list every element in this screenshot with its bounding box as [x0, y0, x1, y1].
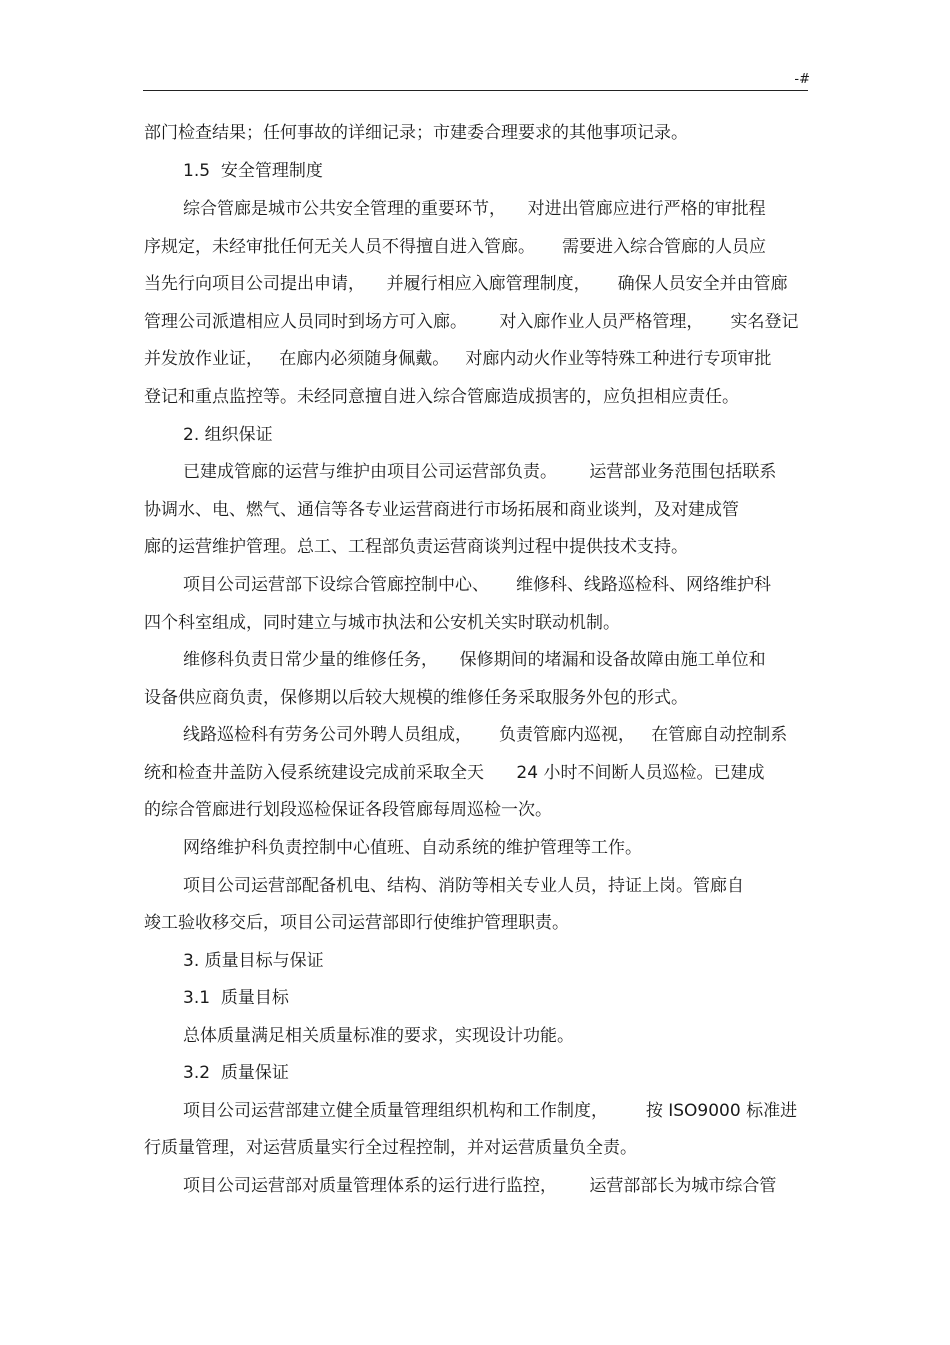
text-line: 项目公司运营部下设综合管廊控制中心、 维修科、线路巡检科、网络维护科 — [183, 575, 772, 595]
text-line: 登记和重点监控等。未经同意擅自进入综合管廊造成损害的，应负担相应责任。 — [144, 387, 739, 407]
section-heading: 3.1 质量目标 — [183, 988, 289, 1008]
text-line: 竣工验收移交后，项目公司运营部即行使维护管理职责。 — [144, 913, 569, 933]
text-line: 当先行向项目公司提出申请， 并履行相应入廊管理制度， 确保人员安全并由管廊 — [144, 274, 788, 294]
text-line: 序规定，未经审批任何无关人员不得擅自进入管廊。 需要进入综合管廊的人员应 — [144, 237, 767, 257]
text-line: 项目公司运营部对质量管理体系的运行进行监控， 运营部部长为城市综合管 — [183, 1176, 777, 1196]
section-heading: 3.2 质量保证 — [183, 1063, 289, 1083]
text-line: 综合管廊是城市公共安全管理的重要环节， 对进出管廊应进行严格的审批程 — [183, 199, 766, 219]
text-line: 管理公司派遣相应人员同时到场方可入廊。 对入廊作业人员严格管理， 实名登记 — [144, 312, 799, 332]
text-line: 网络维护科负责控制中心值班、自动系统的维护管理等工作。 — [183, 838, 642, 858]
header-rule — [143, 90, 808, 91]
text-line: 项目公司运营部配备机电、结构、消防等相关专业人员，持证上岗。管廊自 — [183, 876, 744, 896]
section-heading: 1.5 安全管理制度 — [183, 161, 323, 181]
text-line: 维修科负责日常少量的维修任务， 保修期间的堵漏和设备故障由施工单位和 — [183, 650, 766, 670]
page-number: -# — [794, 72, 810, 87]
text-line: 设备供应商负责，保修期以后较大规模的维修任务采取服务外包的形式。 — [144, 688, 688, 708]
text-line: 四个科室组成，同时建立与城市执法和公安机关实时联动机制。 — [144, 613, 620, 633]
text-line: 总体质量满足相关质量标准的要求，实现设计功能。 — [183, 1026, 574, 1046]
text-line: 线路巡检科有劳务公司外聘人员组成， 负责管廊内巡视， 在管廊自动控制系 — [183, 725, 788, 745]
section-heading: 2. 组织保证 — [183, 425, 273, 445]
text-line: 项目公司运营部建立健全质量管理组织机构和工作制度， 按 ISO9000 标准进 — [183, 1101, 798, 1121]
section-heading: 3. 质量目标与保证 — [183, 951, 324, 971]
text-line: 部门检查结果；任何事故的详细记录；市建委合理要求的其他事项记录。 — [144, 123, 688, 143]
text-line: 廊的运营维护管理。总工、工程部负责运营商谈判过程中提供技术支持。 — [144, 537, 688, 557]
text-line: 已建成管廊的运营与维护由项目公司运营部负责。 运营部业务范围包括联系 — [183, 462, 777, 482]
text-line: 统和检查井盖防入侵系统建设完成前采取全天 24 小时不间断人员巡检。已建成 — [144, 763, 765, 783]
text-line: 行质量管理，对运营质量实行全过程控制，并对运营质量负全责。 — [144, 1138, 637, 1158]
text-line: 协调水、电、燃气、通信等各专业运营商进行市场拓展和商业谈判，及对建成管 — [144, 500, 739, 520]
text-line: 并发放作业证， 在廊内必须随身佩戴。 对廊内动火作业等特殊工种进行专项审批 — [144, 349, 772, 369]
text-line: 的综合管廊进行划段巡检保证各段管廊每周巡检一次。 — [144, 800, 552, 820]
